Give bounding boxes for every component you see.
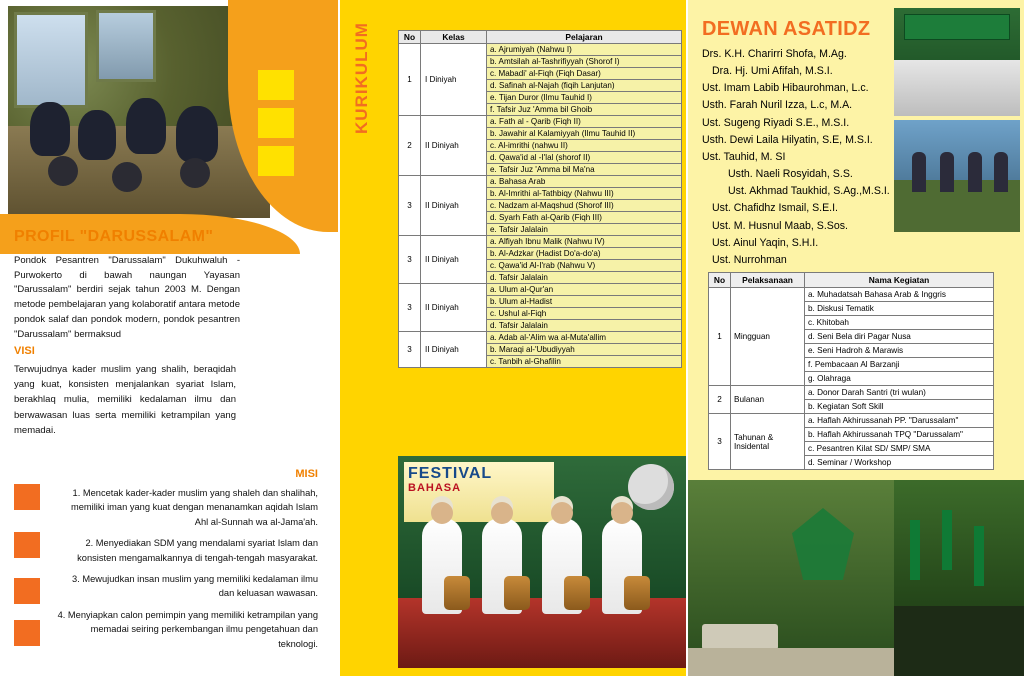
cell-kegiatan: d. Seni Bela diri Pagar Nusa [805, 330, 994, 344]
pesantren-logo-icon [792, 508, 854, 580]
cell-pelaksanaan: Tahunan & Insidental [731, 414, 805, 470]
cell-no: 3 [399, 284, 421, 332]
cell-pelaksanaan: Bulanan [731, 386, 805, 414]
table-row [709, 386, 994, 400]
asatidz-item: Usth. Naeli Rosyidah, S.S. [728, 168, 853, 181]
asatidz-item: Ust. Akhmad Taukhid, S.Ag.,M.S.I. [728, 185, 890, 198]
cell-pelajaran: e. Tijan Duror (Ilmu Tauhid I) [487, 92, 682, 104]
table-row [399, 236, 682, 248]
cell-pelajaran: a. Ajrumiyah (Nahwu I) [487, 44, 682, 56]
table-header-row [399, 31, 682, 44]
th-no: No [709, 273, 731, 288]
cell-kelas: II Diniyah [421, 176, 487, 236]
table-row [399, 176, 682, 188]
cell-pelajaran: c. Tanbih al-Ghafilin [487, 356, 682, 368]
cell-kegiatan: a. Haflah Akhirussanah PP. "Darussalam" [805, 414, 994, 428]
cell-kegiatan: c. Pesantren Kilat SD/ SMP/ SMA [805, 442, 994, 456]
bench-decor [702, 624, 778, 650]
cell-no: 1 [399, 44, 421, 116]
drum-prop [564, 576, 590, 610]
student-figure [78, 110, 116, 160]
drum-prop [444, 576, 470, 610]
cell-pelajaran: a. Bahasa Arab [487, 176, 682, 188]
yellow-accent-block [258, 70, 294, 100]
yellow-accent-block [258, 146, 294, 176]
cell-pelajaran: e. Tafsir Jalalain [487, 224, 682, 236]
visi-text: Terwujudnya kader muslim yang shalih, beraqidah yang kuat, konsisten menjalankan syariat Islam, berakhlaq mulia, memiliki kedalaman ilmu dan berwawasan luas serta memiliki ketrampilan yang memadai. [14, 364, 236, 436]
table-header-row [709, 273, 994, 288]
cell-pelajaran: c. Mabadi' al-Fiqh (Fiqh Dasar) [487, 68, 682, 80]
cell-kelas: II Diniyah [421, 236, 487, 284]
th-nama-kegiatan: Nama Kegiatan [805, 273, 994, 288]
group-photo-hall [894, 8, 1020, 116]
table-row [399, 116, 682, 128]
cell-no: 1 [709, 288, 731, 386]
cell-kegiatan: g. Olahraga [805, 372, 994, 386]
festival-banner-title: FESTIVAL [408, 465, 493, 482]
student-head [180, 158, 210, 188]
cell-pelajaran: b. Al-Imrithi al-Tathbiqy (Nahwu III) [487, 188, 682, 200]
asatidz-item: Dra. Hj. Umi Afifah, M.S.I. [712, 65, 833, 78]
orange-square-bullet [14, 578, 40, 604]
cell-kegiatan: d. Seminar / Workshop [805, 456, 994, 470]
misi-item: 2. Menyediakan SDM yang mendalami syariat Islam dan konsisten mengamalkannya di tengah-tengah masyarakat. [77, 538, 318, 563]
profil-heading: PROFIL "DARUSSALAM" [14, 228, 214, 245]
cell-pelajaran: c. Nadzam al-Maqshud (Shorof III) [487, 200, 682, 212]
cell-pelajaran: a. Alfiyah Ibnu Malik (Nahwu IV) [487, 236, 682, 248]
drum-prop [504, 576, 530, 610]
person-figure [940, 152, 954, 192]
kurikulum-table [398, 30, 682, 368]
cell-pelajaran: b. Jawahir al Kalamiyyah (Ilmu Tauhid II) [487, 128, 682, 140]
th-kelas: Kelas [421, 31, 487, 44]
asatidz-item: Ust. Chafidhz Ismail, S.E.I. [712, 202, 838, 215]
cell-no: 3 [399, 236, 421, 284]
crowd-decor [894, 606, 1024, 676]
cell-kegiatan: c. Khitobah [805, 316, 994, 330]
misi-item: 4. Menyiapkan calon pemimpin yang memiliki ketrampilan yang memadai seiring perkembangan ilmu pengetahuan dan teknologi. [57, 609, 318, 649]
cell-pelajaran: b. Amtsilah al-Tashrifiyyah (Shorof I) [487, 56, 682, 68]
kurikulum-inner [348, 0, 688, 676]
cell-pelajaran: f. Tafsir Juz 'Amma bil Ghoib [487, 104, 682, 116]
panel-profil [0, 0, 340, 676]
cell-kegiatan: a. Donor Darah Santri (tri wulan) [805, 386, 994, 400]
festival-bahasa-photo [398, 456, 688, 668]
student-figure [176, 106, 218, 162]
asatidz-item: Drs. K.H. Charirri Shofa, M.Ag. [702, 48, 847, 60]
cell-no: 3 [399, 332, 421, 368]
orange-square-bullet [14, 532, 40, 558]
flag-decor [974, 526, 984, 586]
cell-kegiatan: a. Muhadatsah Bahasa Arab & Inggris [805, 288, 994, 302]
table-row [399, 44, 682, 56]
cell-pelajaran: c. Al-imrithi (nahwu II) [487, 140, 682, 152]
garden-logo-photo [688, 480, 894, 676]
cell-pelajaran: d. Tafsir Jalalain [487, 320, 682, 332]
cell-pelajaran: d. Tafsir Jalalain [487, 272, 682, 284]
misi-list [56, 486, 318, 658]
student-figure [126, 98, 166, 154]
asatidz-item: Ust. Ainul Yaqin, S.H.I. [712, 236, 819, 249]
person-figure [994, 152, 1008, 192]
cell-kegiatan: b. Haflah Akhirussanah TPQ "Darussalam" [805, 428, 994, 442]
misi-heading: MISI [295, 468, 318, 480]
person-figure [968, 152, 982, 192]
cell-pelaksanaan: Mingguan [731, 288, 805, 386]
cell-kegiatan: b. Kegiatan Soft Skill [805, 400, 994, 414]
table-row [709, 414, 994, 428]
cell-no: 3 [399, 176, 421, 236]
cell-pelajaran: d. Safinah al-Najah (fiqih Lanjutan) [487, 80, 682, 92]
orange-square-bullet [14, 620, 40, 646]
misi-item: 1. Mencetak kader-kader muslim yang shaleh dan shalihah, memiliki iman yang kuat dengan menanamkan aqidah Islam Ahl al-Sunnah wa al-Jama'ah. [70, 488, 318, 527]
table-row [709, 288, 994, 302]
asatidz-item: Usth. Farah Nuril Izza, L.c, M.A. [702, 99, 853, 112]
asatidz-item: Ust. Imam Labib Hibaurohman, L.c. [702, 82, 869, 95]
festival-banner-sub: BAHASA [408, 481, 462, 494]
window-decor [14, 12, 88, 108]
path-decor [688, 648, 894, 676]
dewan-asatidz-heading: DEWAN ASATIDZ [702, 18, 871, 40]
dewan-asatidz-list [702, 46, 902, 269]
cell-kegiatan: e. Seni Hadroh & Marawis [805, 344, 994, 358]
cell-pelajaran: a. Fath al - Qarib (Fiqh II) [487, 116, 682, 128]
person-figure [912, 152, 926, 192]
cell-pelajaran: a. Adab al-'Alim wa al-Muta'allim [487, 332, 682, 344]
cell-kegiatan: b. Diskusi Tematik [805, 302, 994, 316]
cell-kelas: II Diniyah [421, 116, 487, 176]
cell-kelas: II Diniyah [421, 284, 487, 332]
flag-decor [910, 520, 920, 580]
cell-pelajaran: b. Ulum al-Hadist [487, 296, 682, 308]
cell-pelajaran: a. Ulum al-Qur'an [487, 284, 682, 296]
kurikulum-side-label: KURIKULUM [352, 22, 371, 134]
th-pelajaran: Pelajaran [487, 31, 682, 44]
cell-pelajaran: d. Qawa'id al -I'lal (shorof II) [487, 152, 682, 164]
visi-heading: VISI [14, 345, 35, 357]
kegiatan-ekstra-table [708, 272, 994, 470]
cell-pelajaran: c. Ushul al-Fiqh [487, 308, 682, 320]
cell-kelas: II Diniyah [421, 332, 487, 368]
asatidz-item: Ust. Nurrohman [712, 253, 787, 266]
student-head [48, 156, 78, 186]
panel-kurikulum [340, 0, 688, 676]
table-row [399, 284, 682, 296]
cell-pelajaran: d. Syarh Fath al-Qarib (Fiqh III) [487, 212, 682, 224]
flag-parade-photo [894, 480, 1024, 676]
stage-banner-decor [904, 14, 1010, 40]
outdoor-ceremony-photo [894, 120, 1020, 232]
profil-body-text: Pondok Pesantren "Darussalam" Dukuhwaluh - Purwokerto di bawah naungan Yayasan "Darussalam" berdiri sejak tahun 2003 M. Dengan metode pembelajaran yang kolaboratif antara metode pondok salaf dan pondok modern, pondok pesantren "Darussalam" bermaksud [14, 255, 240, 340]
th-no: No [399, 31, 421, 44]
cell-kegiatan: f. Pembacaan Al Barzanji [805, 358, 994, 372]
misi-item: 3. Mewujudkan insan muslim yang memiliki kedalaman ilmu dan keluasan wawasan. [72, 574, 318, 599]
table-row [399, 332, 682, 344]
window-decor-2 [96, 10, 156, 82]
cell-no: 3 [709, 414, 731, 470]
cell-no: 2 [709, 386, 731, 414]
th-pelaksanaan: Pelaksanaan [731, 273, 805, 288]
audience-row-decor [894, 60, 1020, 116]
panel-dewan-asatidz [688, 0, 1024, 676]
cell-pelajaran: b. Maraqi al-'Ubudiyyah [487, 344, 682, 356]
cell-pelajaran: b. Al-Adzkar (Hadist Do'a-do'a) [487, 248, 682, 260]
asatidz-item: Ust. Tauhid, M. SI [702, 150, 786, 163]
festival-banner [404, 462, 554, 522]
cell-pelajaran: c. Qawa'id Al-I'rab (Nahwu V) [487, 260, 682, 272]
flag-decor [942, 510, 952, 570]
asatidz-item: Ust. Sugeng Riyadi S.E., M.S.I. [702, 116, 850, 129]
cell-no: 2 [399, 116, 421, 176]
cell-pelajaran: e. Tafsir Juz 'Amma bil Ma'na [487, 164, 682, 176]
drum-prop [624, 576, 650, 610]
mascot-decor [628, 464, 674, 510]
student-figure [30, 102, 70, 156]
student-head [112, 162, 142, 192]
yellow-accent-block [258, 108, 294, 138]
orange-square-bullet [14, 484, 40, 510]
cell-kelas: I Diniyah [421, 44, 487, 116]
asatidz-item: Usth. Dewi Laila Hilyatin, S.E, M.S.I. [702, 133, 873, 146]
asatidz-item: Ust. M. Husnul Maab, S.Sos. [712, 219, 849, 232]
